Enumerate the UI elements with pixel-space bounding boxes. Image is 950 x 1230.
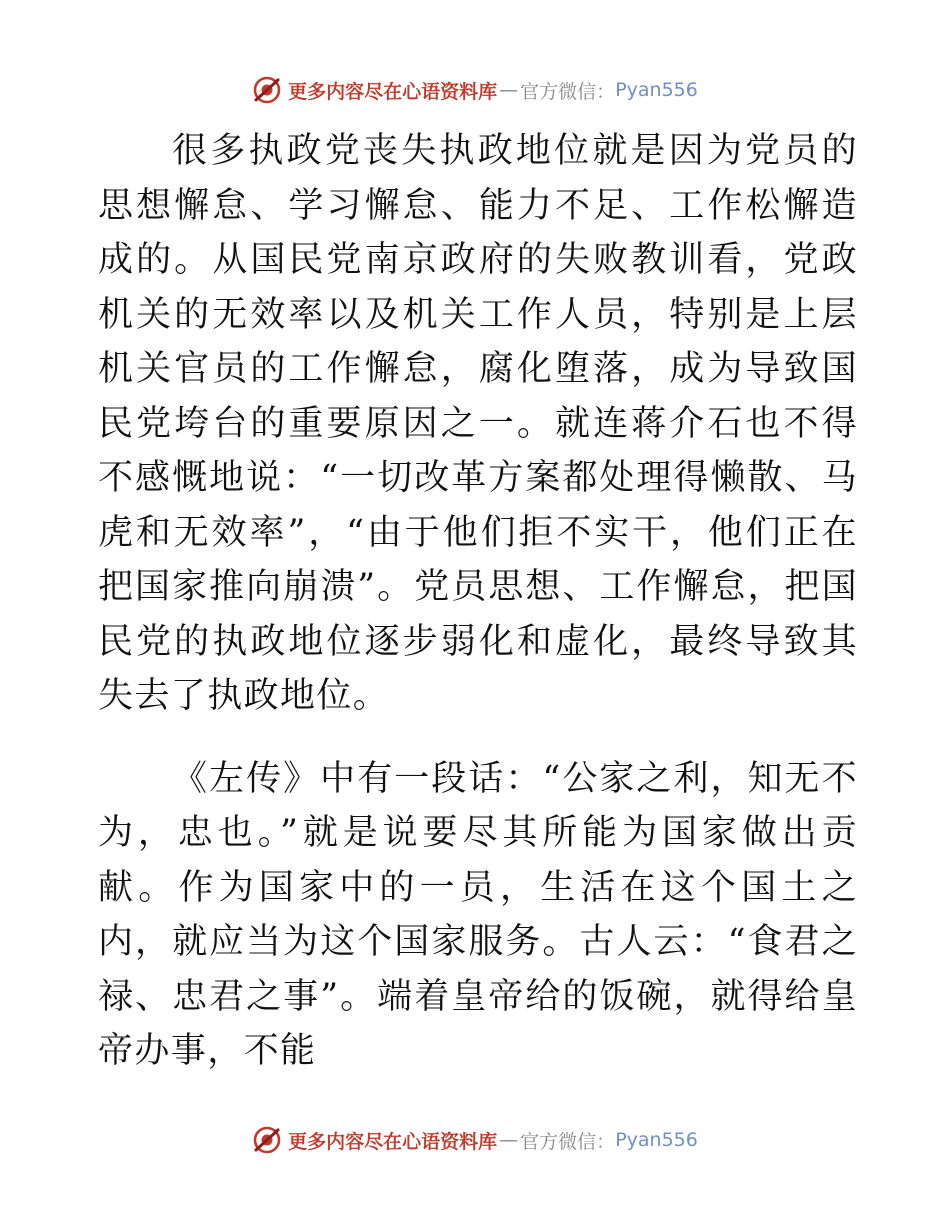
footer-source-text: 更多内容尽在心语资料库 [288, 1130, 498, 1153]
footer-banner [0, 1123, 950, 1157]
header-wechat-label: 官方微信： [520, 80, 616, 103]
logo-icon [252, 75, 282, 105]
logo-icon [252, 1125, 282, 1155]
header-wechat-id: Pyan556 [615, 79, 698, 101]
header-source-text: 更多内容尽在心语资料库 [288, 80, 498, 103]
footer-wechat-label: 官方微信： [520, 1130, 616, 1153]
paragraph-2: 《左传》中有一段话：“公家之利，知无不为，忠也。”就是说要尽其所能为国家做出贡献。作为国家中的一员，生活在这个国土之内，就应当为这个国家服务。古人云：“食君之禄、忠君之事”。端着皇帝给的饭碗，就得给皇帝办事，不能 [98, 758, 858, 1071]
header-banner [0, 73, 950, 107]
header-dash: — [499, 79, 519, 101]
paragraph-1: 很多执政党丧失执政地位就是因为党员的思想懈怠、学习懈怠、能力不足、工作松懈造成的。从国民党南京政府的失败教训看，党政机关的无效率以及机关工作人员，特别是上层机关官员的工作懈怠，腐化堕落，成为导致国民党垮台的重要原因之一。就连蒋介石也不得不感慨地说：“一切改革方案都处理得懒散、马虎和无效率”，“由于他们拒不实干，他们正在把国家推向崩溃”。党员思想、工作懈怠，把国民党的执政地位逐步弱化和虚化，最终导致其失去了执政地位。 [98, 131, 858, 716]
document-body [98, 124, 858, 1079]
footer-wechat-id: Pyan556 [615, 1129, 698, 1151]
footer-dash: — [499, 1129, 519, 1151]
